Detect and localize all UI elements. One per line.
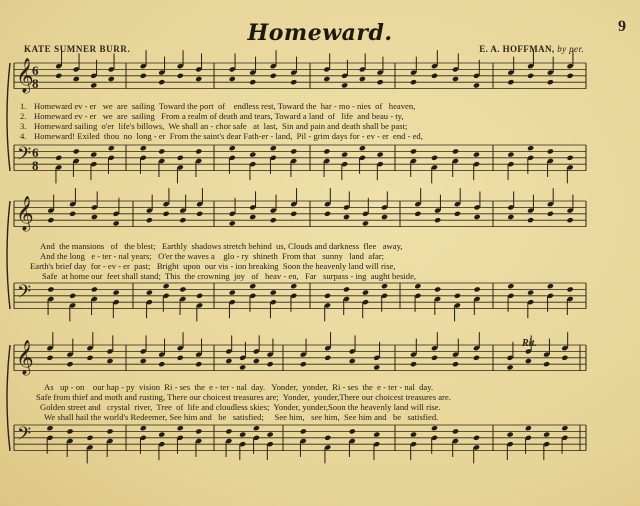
note-head	[253, 425, 260, 431]
note-head	[567, 286, 574, 292]
system3-lyric-1: As up - on our hap - py vision Ri - ses the e - ter - nal day. Yonder, yonder, Ri - ses the e - ter - nal day.	[44, 382, 434, 392]
note-head	[473, 435, 480, 441]
note-head	[179, 217, 186, 223]
note-head	[547, 211, 554, 217]
treble-clef-icon: 𝄞	[16, 340, 34, 375]
system3-lyric-3: Golden street and crystal river, Tree of life and cloudless skies; Yonder, yonder,Soon the heavenly land will rise.	[40, 402, 441, 412]
note-head	[431, 73, 438, 79]
note-head	[196, 211, 203, 217]
time-signature-bottom: 8	[32, 76, 39, 91]
note-head	[561, 355, 568, 361]
note-head	[377, 79, 384, 85]
note-head	[140, 358, 147, 364]
ritardando-marking: Rit.	[522, 338, 537, 349]
note-head	[525, 425, 532, 431]
note-head	[140, 73, 147, 79]
note-head	[410, 432, 417, 438]
note-head	[290, 283, 297, 289]
composer-name: E. A. HOFFMAN,	[479, 44, 555, 54]
system-brace	[7, 345, 10, 451]
note-head	[547, 148, 554, 154]
note-head	[567, 217, 574, 223]
system2-lyric-2: And the long e - ter - nal years; O'er the waves a glo - ry shineth From that sunny land afar;	[40, 251, 385, 261]
system2-lyric-4: Safe at home our feet shall stand; This the crowning joy of heav - en, Far surpass - ing aught beside,	[42, 271, 417, 281]
note-head	[381, 283, 388, 289]
verse-line-4	[20, 131, 423, 141]
note-head	[452, 148, 459, 154]
note-head	[324, 211, 331, 217]
note-head	[561, 425, 568, 431]
note-head	[177, 425, 184, 431]
note-head	[290, 79, 297, 85]
note-head	[158, 432, 165, 438]
note-head	[267, 361, 274, 367]
note-head	[163, 211, 170, 217]
note-head	[324, 435, 331, 441]
bass-clef-icon: 𝄢	[17, 144, 32, 169]
note-head	[547, 79, 554, 85]
lyricist-credit: KATE SUMNER BURR.	[24, 44, 131, 54]
note-head	[196, 293, 203, 299]
note-head	[507, 432, 514, 438]
bass-clef-icon: 𝄢	[17, 424, 32, 449]
note-head	[300, 428, 307, 434]
note-head	[527, 290, 534, 296]
note-head	[163, 283, 170, 289]
note-head	[507, 79, 514, 85]
note-head	[473, 82, 480, 88]
note-head	[527, 73, 534, 79]
note-head	[267, 432, 274, 438]
note-head	[290, 148, 297, 154]
note-head	[410, 148, 417, 154]
note-head	[349, 428, 356, 434]
note-head	[146, 217, 153, 223]
note-head	[434, 217, 441, 223]
verse-number: 2.	[20, 111, 27, 121]
note-head	[381, 214, 388, 220]
system2-lyric-1: And the mansions of the blest; Earthly shadows stretch behind us, Clouds and darkness flee away,	[40, 241, 403, 251]
note-head	[300, 361, 307, 367]
note-head	[249, 283, 256, 289]
note-head	[431, 355, 438, 361]
note-head	[410, 361, 417, 367]
note-head	[86, 355, 93, 361]
verse-number: 4.	[20, 131, 27, 141]
note-head	[46, 425, 53, 431]
note-head	[73, 148, 80, 154]
note-head	[270, 290, 277, 296]
verse-line-1	[20, 101, 415, 111]
verse-text: Homeward ev - er we are sailing Toward the port of endless rest, Toward the har - mo - nies of heaven,	[34, 101, 416, 111]
verse-number: 3.	[20, 121, 27, 131]
note-head	[86, 435, 93, 441]
note-head	[270, 73, 277, 79]
treble-clef-icon: 𝄞	[16, 196, 34, 231]
note-head	[55, 73, 62, 79]
note-head	[373, 432, 380, 438]
note-head	[543, 361, 550, 367]
note-head	[177, 73, 184, 79]
note-head	[410, 79, 417, 85]
note-head	[158, 148, 165, 154]
note-head	[146, 290, 153, 296]
note-head	[507, 152, 514, 158]
note-head	[377, 152, 384, 158]
verse-line-3	[20, 121, 407, 131]
note-head	[359, 145, 366, 151]
note-head	[452, 428, 459, 434]
note-head	[452, 76, 459, 82]
note-head	[431, 155, 438, 161]
note-head	[140, 425, 147, 431]
note-head	[543, 432, 550, 438]
note-head	[229, 145, 236, 151]
verse-text: Homeward! Exiled thou no long - er From the saint's dear Fath-er - land, Pil - grim days for - ev - er end - ed,	[34, 131, 423, 141]
note-head	[362, 290, 369, 296]
note-head	[362, 220, 369, 226]
page-number: 9	[618, 18, 626, 35]
note-head	[414, 211, 421, 217]
note-head	[527, 145, 534, 151]
note-head	[349, 358, 356, 364]
note-head	[140, 145, 147, 151]
note-head	[270, 217, 277, 223]
note-head	[452, 361, 459, 367]
note-head	[473, 355, 480, 361]
note-head	[113, 220, 120, 226]
note-head	[474, 214, 481, 220]
note-head	[108, 145, 115, 151]
note-head	[225, 428, 232, 434]
note-head	[239, 364, 246, 370]
note-head	[69, 293, 76, 299]
note-head	[525, 358, 532, 364]
time-signature-top: 6	[32, 63, 39, 78]
note-head	[229, 220, 236, 226]
note-head	[473, 152, 480, 158]
note-head	[158, 79, 165, 85]
note-head	[90, 152, 97, 158]
note-head	[113, 290, 120, 296]
note-head	[47, 286, 54, 292]
note-head	[253, 358, 260, 364]
note-head	[106, 358, 113, 364]
note-head	[195, 428, 202, 434]
note-head	[195, 76, 202, 82]
note-head	[239, 432, 246, 438]
note-head	[324, 293, 331, 299]
note-head	[343, 286, 350, 292]
note-head	[91, 214, 98, 220]
treble-clef-icon: 𝄞	[16, 58, 34, 93]
verse-text: Homeward sailing o'er life's billows, We shall an - chor safe at last, Sin and pain and death shall be past;	[34, 121, 408, 131]
note-head	[323, 76, 330, 82]
note-head	[507, 283, 514, 289]
note-head	[324, 355, 331, 361]
note-head	[343, 214, 350, 220]
note-head	[55, 155, 62, 161]
system-brace	[7, 63, 10, 171]
note-head	[249, 214, 256, 220]
note-head	[73, 76, 80, 82]
note-head	[195, 148, 202, 154]
note-head	[373, 364, 380, 370]
verse-number: 1.	[20, 101, 27, 111]
note-head	[323, 148, 330, 154]
hymn-title: Homeward.	[247, 20, 393, 46]
note-head	[507, 364, 514, 370]
note-head	[341, 152, 348, 158]
system3-lyric-2: Safe from thief and moth and rusting, There our choicest treasures are; Yonder, yonder,There our choicest treasures are.	[36, 392, 451, 402]
note-head	[547, 283, 554, 289]
note-head	[474, 286, 481, 292]
system3-lyric-4: We shall hail the world's Redeemer, See him and be satisfied; See him, see him, See him and be satisfied.	[44, 412, 439, 422]
note-head	[431, 425, 438, 431]
note-head	[249, 152, 256, 158]
system2-lyric-3: Earth's brief day for - ev - er past; Bright upon our vis - ion breaking Soon the heavenly land will rise,	[30, 261, 396, 271]
note-head	[341, 82, 348, 88]
note-head	[66, 428, 73, 434]
verse-text: Homeward ev - er we are sailing From a realm of death and tears, Toward a land of life and beau - ty,	[34, 111, 404, 121]
note-head	[108, 76, 115, 82]
time-signature-top: 6	[32, 145, 39, 160]
note-head	[69, 211, 76, 217]
note-head	[567, 73, 574, 79]
note-head	[414, 283, 421, 289]
note-head	[507, 214, 514, 220]
bass-clef-icon: 𝄢	[17, 282, 32, 307]
note-head	[225, 358, 232, 364]
note-head	[567, 155, 574, 161]
note-head	[158, 361, 165, 367]
note-head	[249, 79, 256, 85]
note-head	[47, 217, 54, 223]
note-head	[229, 290, 236, 296]
system-brace	[7, 201, 10, 309]
note-head	[177, 155, 184, 161]
note-head	[46, 355, 53, 361]
note-head	[90, 82, 97, 88]
note-head	[527, 217, 534, 223]
note-head	[179, 286, 186, 292]
time-signature-bottom: 8	[32, 158, 39, 173]
note-head	[106, 428, 113, 434]
note-head	[229, 76, 236, 82]
note-head	[91, 286, 98, 292]
note-head	[270, 145, 277, 151]
note-head	[290, 211, 297, 217]
note-head	[454, 293, 461, 299]
composer-permission-note: by per.	[557, 44, 584, 54]
note-head	[454, 211, 461, 217]
note-head	[195, 361, 202, 367]
note-head	[177, 355, 184, 361]
note-head	[434, 286, 441, 292]
note-head	[66, 361, 73, 367]
note-head	[359, 76, 366, 82]
verse-line-2	[20, 111, 404, 121]
